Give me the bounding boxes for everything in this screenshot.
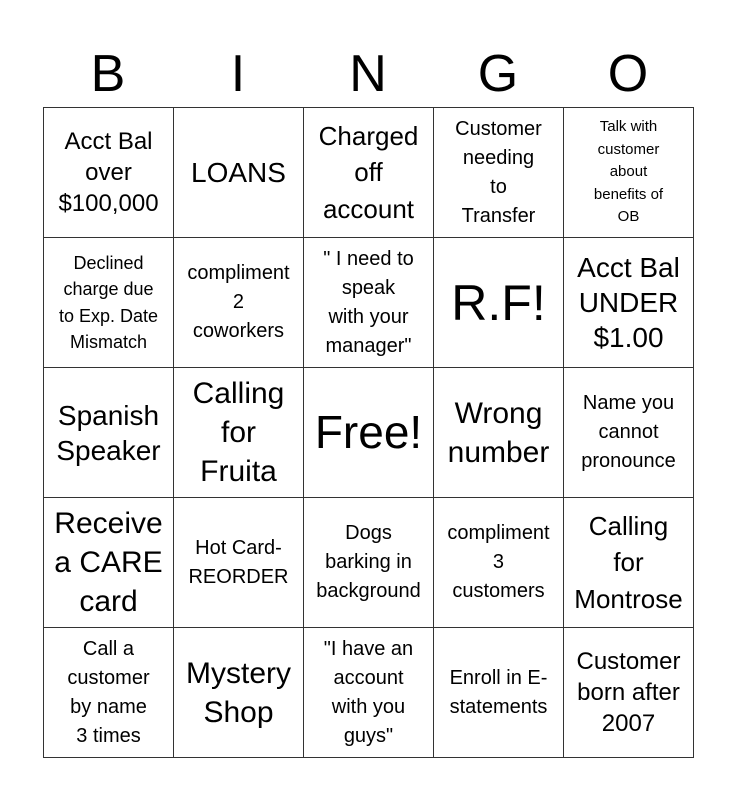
bingo-cell[interactable]: compliment 2 coworkers [174, 238, 304, 368]
bingo-cell[interactable]: LOANS [174, 108, 304, 238]
bingo-cell[interactable]: Declined charge due to Exp. Date Mismatch [44, 238, 174, 368]
header-letter-n: N [349, 45, 387, 103]
bingo-cell[interactable]: Charged off account [304, 108, 434, 238]
bingo-cell[interactable]: Enroll in E- statements [434, 628, 564, 758]
bingo-cell[interactable]: Name you cannot pronounce [564, 368, 694, 498]
bingo-cell[interactable]: Acct Bal over $100,000 [44, 108, 174, 238]
header-letter-o: O [607, 45, 649, 103]
bingo-cell[interactable]: Spanish Speaker [44, 368, 174, 498]
bingo-cell[interactable]: Customer needing to Transfer [434, 108, 564, 238]
bingo-cell[interactable]: compliment 3 customers [434, 498, 564, 628]
bingo-cell[interactable]: Acct Bal UNDER $1.00 [564, 238, 694, 368]
header-letter-i: I [230, 45, 246, 103]
bingo-cell[interactable]: "I have an account with you guys" [304, 628, 434, 758]
bingo-header [43, 40, 693, 108]
bingo-card-grid [43, 107, 694, 758]
bingo-cell[interactable]: Calling for Fruita [174, 368, 304, 498]
bingo-cell[interactable]: Hot Card- REORDER [174, 498, 304, 628]
header-letter-g: G [477, 45, 519, 103]
header-letter-b: B [90, 45, 126, 103]
bingo-cell[interactable]: Call a customer by name 3 times [44, 628, 174, 758]
bingo-cell[interactable]: Customer born after 2007 [564, 628, 694, 758]
bingo-cell[interactable]: Receive a CARE card [44, 498, 174, 628]
bingo-cell[interactable]: Dogs barking in background [304, 498, 434, 628]
bingo-cell[interactable]: Wrong number [434, 368, 564, 498]
bingo-cell[interactable]: Calling for Montrose [564, 498, 694, 628]
bingo-cell[interactable]: " I need to speak with your manager" [304, 238, 434, 368]
free-space-cell[interactable]: Free! [304, 368, 434, 498]
bingo-cell[interactable]: R.F! [434, 238, 564, 368]
bingo-cell[interactable]: Mystery Shop [174, 628, 304, 758]
bingo-cell[interactable]: Talk with customer about benefits of OB [564, 108, 694, 238]
